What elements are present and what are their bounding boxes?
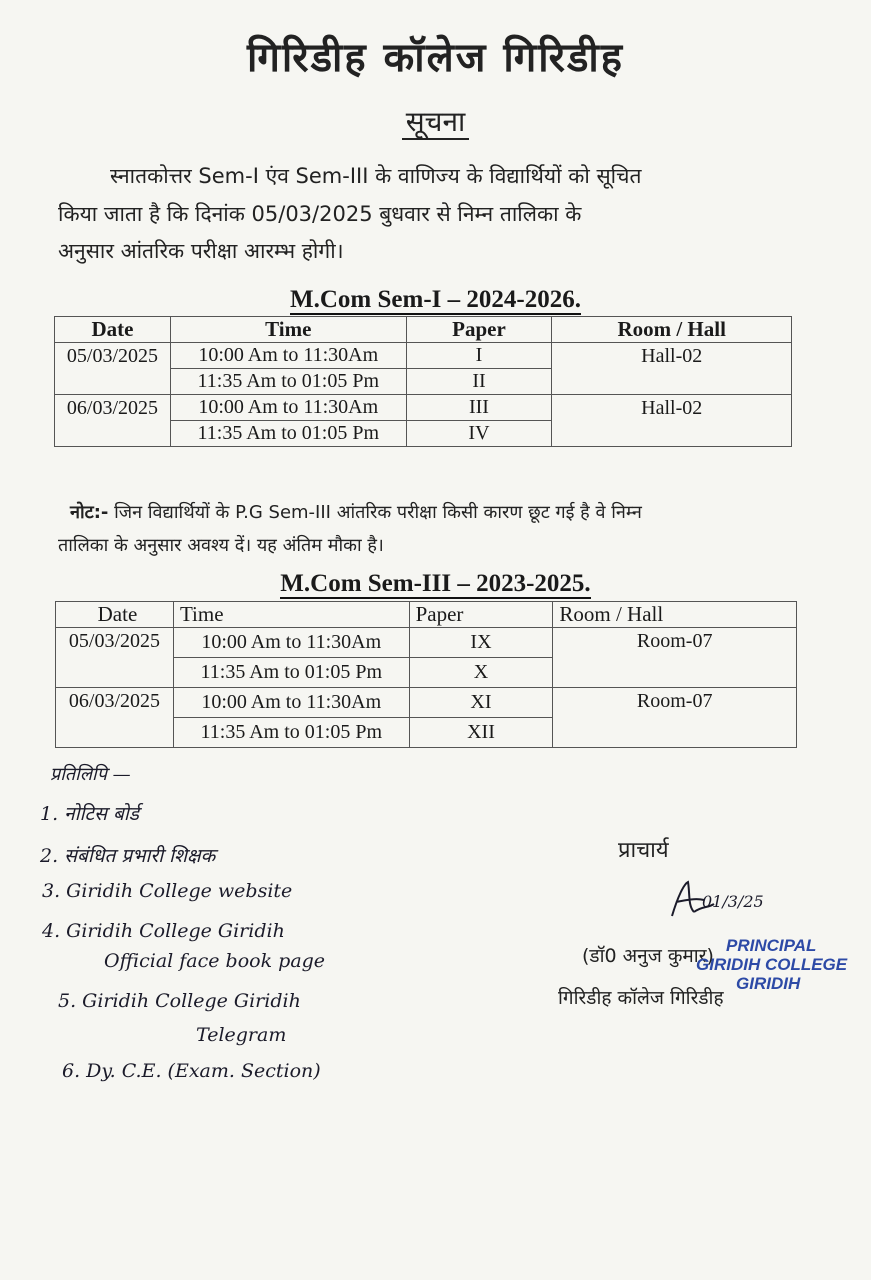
copy-to-item: 6. Dy. C.E. (Exam. Section) bbox=[62, 1060, 321, 1082]
cell-time: 11:35 Am to 01:05 Pm bbox=[170, 421, 406, 447]
cell-room: Room-07 bbox=[553, 628, 797, 688]
intro-line-2: किया जाता है कि दिनांक 05/03/2025 बुधवार से निम्न तालिका के bbox=[58, 202, 582, 226]
col-header-room: Room / Hall bbox=[552, 317, 792, 343]
cell-paper: IV bbox=[406, 421, 552, 447]
table-row bbox=[55, 395, 792, 421]
cell-date: 06/03/2025 bbox=[55, 395, 171, 447]
copy-to-item: 5. Giridih College Giridih bbox=[58, 990, 301, 1012]
principal-place: गिरिडीह कॉलेज गिरिडीह bbox=[558, 987, 724, 1009]
cell-paper: X bbox=[409, 658, 553, 688]
col-header-paper: Paper bbox=[406, 317, 552, 343]
table-row bbox=[55, 343, 792, 369]
col-header-time: Time bbox=[170, 317, 406, 343]
copy-to-item: 1. नोटिस बोर्ड bbox=[40, 803, 139, 825]
copy-to-item: Telegram bbox=[196, 1024, 287, 1046]
table1 bbox=[54, 316, 792, 447]
col-header-room: Room / Hall bbox=[553, 602, 797, 628]
table2-title: M.Com Sem-III – 2023-2025. bbox=[280, 570, 591, 597]
note-line-1: नोट:- जिन विद्यार्थियों के P.G Sem-III आंतरिक परीक्षा किसी कारण छूट गई है वे निम्न bbox=[70, 502, 642, 523]
col-header-paper: Paper bbox=[409, 602, 553, 628]
cell-paper: II bbox=[406, 369, 552, 395]
cell-paper: XI bbox=[409, 688, 553, 718]
cell-time: 10:00 Am to 11:30Am bbox=[173, 688, 409, 718]
designation: प्राचार्य bbox=[618, 838, 669, 863]
cell-time: 10:00 Am to 11:30Am bbox=[170, 343, 406, 369]
cell-time: 11:35 Am to 01:05 Pm bbox=[173, 718, 409, 748]
col-header-time: Time bbox=[173, 602, 409, 628]
cell-date: 05/03/2025 bbox=[55, 343, 171, 395]
table-row bbox=[56, 628, 797, 658]
cell-time: 10:00 Am to 11:30Am bbox=[170, 395, 406, 421]
notice-heading: सूचना bbox=[0, 102, 871, 140]
principal-stamp: PRINCIPAL GIRIDIH COLLEGE GIRIDIH bbox=[696, 936, 848, 993]
table2-header-row bbox=[56, 602, 797, 628]
cell-time: 11:35 Am to 01:05 Pm bbox=[170, 369, 406, 395]
cell-room: Room-07 bbox=[553, 688, 797, 748]
copy-to-item: 2. संबंधित प्रभारी शिक्षक bbox=[40, 845, 216, 867]
copy-to-item: Official face book page bbox=[104, 950, 326, 972]
copy-to-item: 3. Giridih College website bbox=[42, 880, 293, 902]
cell-paper: XII bbox=[409, 718, 553, 748]
cell-time: 11:35 Am to 01:05 Pm bbox=[173, 658, 409, 688]
cell-room: Hall-02 bbox=[552, 395, 792, 447]
cell-paper: III bbox=[406, 395, 552, 421]
col-header-date: Date bbox=[55, 317, 171, 343]
note-label: नोट:- bbox=[70, 502, 109, 523]
intro-line-1: स्नातकोत्तर Sem-I एंव Sem-III के वाणिज्य के विद्यार्थियों को सूचित bbox=[110, 164, 642, 188]
table-row bbox=[56, 688, 797, 718]
principal-name: (डॉ0 अनुज कुमार) bbox=[582, 945, 714, 967]
signature-date: 01/3/25 bbox=[702, 892, 764, 911]
intro-line-3: अनुसार आंतरिक परीक्षा आरम्भ होगी। bbox=[58, 239, 344, 263]
cell-paper: IX bbox=[409, 628, 553, 658]
cell-date: 06/03/2025 bbox=[56, 688, 174, 748]
col-header-date: Date bbox=[56, 602, 174, 628]
note-line-2: तालिका के अनुसार अवश्य दें। यह अंतिम मौका है। bbox=[58, 535, 384, 556]
table1-header-row bbox=[55, 317, 792, 343]
copy-to-heading: प्रतिलिपि — bbox=[50, 764, 131, 785]
table1-title: M.Com Sem-I – 2024-2026. bbox=[290, 286, 581, 313]
cell-room: Hall-02 bbox=[552, 343, 792, 395]
cell-paper: I bbox=[406, 343, 552, 369]
copy-to-item: 4. Giridih College Giridih bbox=[42, 920, 285, 942]
cell-time: 10:00 Am to 11:30Am bbox=[173, 628, 409, 658]
college-name: गिरिडीह कॉलेज गिरिडीह bbox=[247, 35, 624, 81]
cell-date: 05/03/2025 bbox=[56, 628, 174, 688]
table2 bbox=[55, 601, 797, 748]
